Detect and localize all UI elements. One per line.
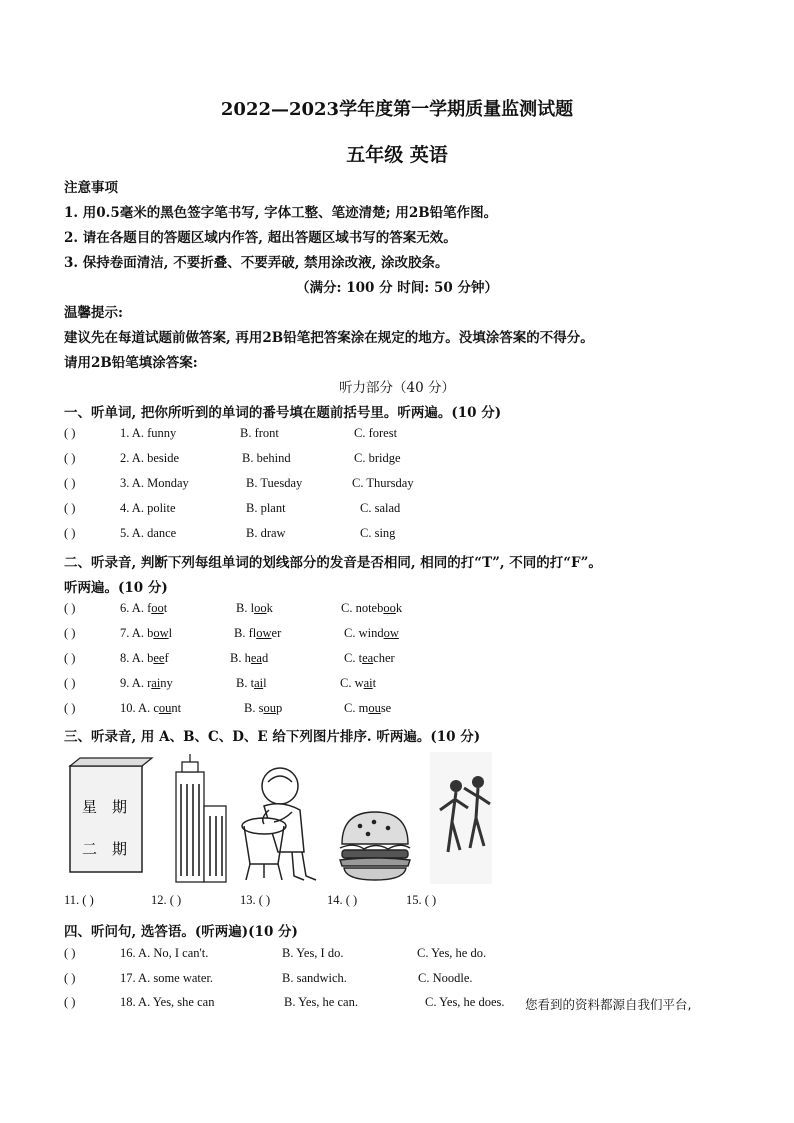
option-b: B. draw bbox=[246, 526, 286, 540]
answer-paren[interactable]: ( ) bbox=[64, 426, 76, 440]
section2-title: 二、听录音, 判断下列每组单词的划线部分的发音是否相同, 相同的打“T”, 不同的打“F”。 bbox=[64, 555, 602, 571]
option-b: B. Yes, I do. bbox=[282, 946, 344, 960]
option-c: C. forest bbox=[354, 426, 398, 440]
option-a: 7. A. bowl bbox=[120, 626, 173, 640]
answer-paren[interactable]: ( ) bbox=[64, 601, 76, 615]
answer-paren[interactable]: ( ) bbox=[64, 971, 76, 985]
tips-line: 建议先在每道试题前做答案, 再用2B铅笔把答案涂在规定的地方。没填涂答案的不得分。 bbox=[64, 330, 594, 346]
calendar-char: 期 bbox=[112, 798, 128, 816]
answer-paren[interactable]: ( ) bbox=[64, 676, 76, 690]
answer-blank-12[interactable]: 12. ( ) bbox=[151, 893, 182, 907]
option-b: B. plant bbox=[246, 501, 286, 515]
option-a: 16. A. No, I can't. bbox=[120, 946, 209, 960]
hamburger-picture bbox=[340, 812, 410, 880]
option-b: B. Yes, he can. bbox=[284, 995, 358, 1009]
option-a: 9. A. rainy bbox=[120, 676, 173, 690]
option-a: 1. A. funny bbox=[120, 426, 177, 440]
answer-paren[interactable]: ( ) bbox=[64, 476, 76, 490]
dancers-picture bbox=[430, 752, 492, 884]
answer-paren[interactable]: ( ) bbox=[64, 626, 76, 640]
option-b: B. behind bbox=[242, 451, 291, 465]
option-c: C. wait bbox=[340, 676, 377, 690]
calendar-char: 期 bbox=[112, 840, 128, 858]
buildings-picture bbox=[176, 754, 226, 882]
option-b: B. sandwich. bbox=[282, 971, 347, 985]
section2-title-cont: 听两遍。(10 分) bbox=[64, 580, 168, 596]
option-b: B. front bbox=[240, 426, 279, 440]
option-c: C. Thursday bbox=[352, 476, 414, 490]
listening-title: 听力部分（40 分） bbox=[339, 380, 455, 396]
answer-blank-14[interactable]: 14. ( ) bbox=[327, 893, 358, 907]
notice-heading: 注意事项 bbox=[64, 180, 118, 196]
option-b: B. head bbox=[230, 651, 269, 665]
answer-paren[interactable]: ( ) bbox=[64, 701, 76, 715]
answer-blank-13[interactable]: 13. ( ) bbox=[240, 893, 271, 907]
answer-paren[interactable]: ( ) bbox=[64, 995, 76, 1009]
option-a: 4. A. polite bbox=[120, 501, 176, 515]
option-a: 18. A. Yes, she can bbox=[120, 995, 215, 1009]
option-b: B. tail bbox=[236, 676, 267, 690]
option-a: 17. A. some water. bbox=[120, 971, 214, 985]
answer-paren[interactable]: ( ) bbox=[64, 651, 76, 665]
option-a: 5. A. dance bbox=[120, 526, 177, 540]
option-c: C. Yes, he do. bbox=[417, 946, 487, 960]
section1-title: 一、听单词, 把你所听到的单词的番号填在题前括号里。听两遍。(10 分) bbox=[64, 405, 502, 421]
notice-item: 1. 用0.5毫米的黑色签字笔书写, 字体工整、笔迹清楚; 用2B铅笔作图。 bbox=[64, 205, 498, 221]
option-a: 3. A. Monday bbox=[120, 476, 189, 490]
answer-paren[interactable]: ( ) bbox=[64, 501, 76, 515]
answer-blank-11[interactable]: 11. ( ) bbox=[64, 893, 94, 907]
option-a: 2. A. beside bbox=[120, 451, 180, 465]
option-c: C. salad bbox=[360, 501, 401, 515]
option-c: C. notebook bbox=[341, 601, 403, 615]
calendar-picture bbox=[70, 758, 152, 872]
answer-blank-15[interactable]: 15. ( ) bbox=[406, 893, 437, 907]
exam-subtitle: 五年级 英语 bbox=[346, 144, 448, 166]
option-a: 10. A. count bbox=[120, 701, 182, 715]
option-a: 6. A. foot bbox=[120, 601, 168, 615]
option-c: C. bridge bbox=[354, 451, 401, 465]
option-b: B. flower bbox=[234, 626, 282, 640]
option-b: B. Tuesday bbox=[246, 476, 303, 490]
option-a: 8. A. beef bbox=[120, 651, 169, 665]
watermark-text: 您看到的资料都源自我们平台, bbox=[525, 997, 692, 1012]
option-b: B. soup bbox=[244, 701, 283, 715]
option-b: B. look bbox=[236, 601, 273, 615]
notice-item: 3. 保持卷面清洁, 不要折叠、不要弄破, 禁用涂改液, 涂改胶条。 bbox=[64, 255, 449, 271]
option-c: C. Noodle. bbox=[418, 971, 473, 985]
option-c: C. window bbox=[344, 626, 399, 640]
answer-paren[interactable]: ( ) bbox=[64, 946, 76, 960]
section3-title: 三、听录音, 用 A、B、C、D、E 给下列图片排序. 听两遍。(10 分) bbox=[64, 729, 481, 745]
option-c: C. sing bbox=[360, 526, 396, 540]
score-time: （满分: 100 分 时间: 50 分钟） bbox=[296, 280, 498, 296]
tips-line: 请用2B铅笔填涂答案: bbox=[64, 355, 198, 371]
washing-person-picture bbox=[242, 768, 316, 880]
calendar-char: 二 bbox=[82, 840, 98, 858]
exam-title: 2022—2023学年度第一学期质量监测试题 bbox=[220, 99, 574, 120]
notice-item: 2. 请在各题目的答题区域内作答, 超出答题区域书写的答案无效。 bbox=[64, 230, 457, 246]
answer-paren[interactable]: ( ) bbox=[64, 451, 76, 465]
option-c: C. mouse bbox=[344, 701, 392, 715]
section4-title: 四、听问句, 选答语。(听两遍)(10 分) bbox=[64, 924, 298, 940]
tips-heading: 温馨提示: bbox=[64, 305, 123, 321]
answer-paren[interactable]: ( ) bbox=[64, 526, 76, 540]
picture-strip bbox=[64, 752, 494, 887]
calendar-char: 星 bbox=[82, 798, 98, 816]
option-c: C. Yes, he does. bbox=[425, 995, 505, 1009]
option-c: C. teacher bbox=[344, 651, 395, 665]
